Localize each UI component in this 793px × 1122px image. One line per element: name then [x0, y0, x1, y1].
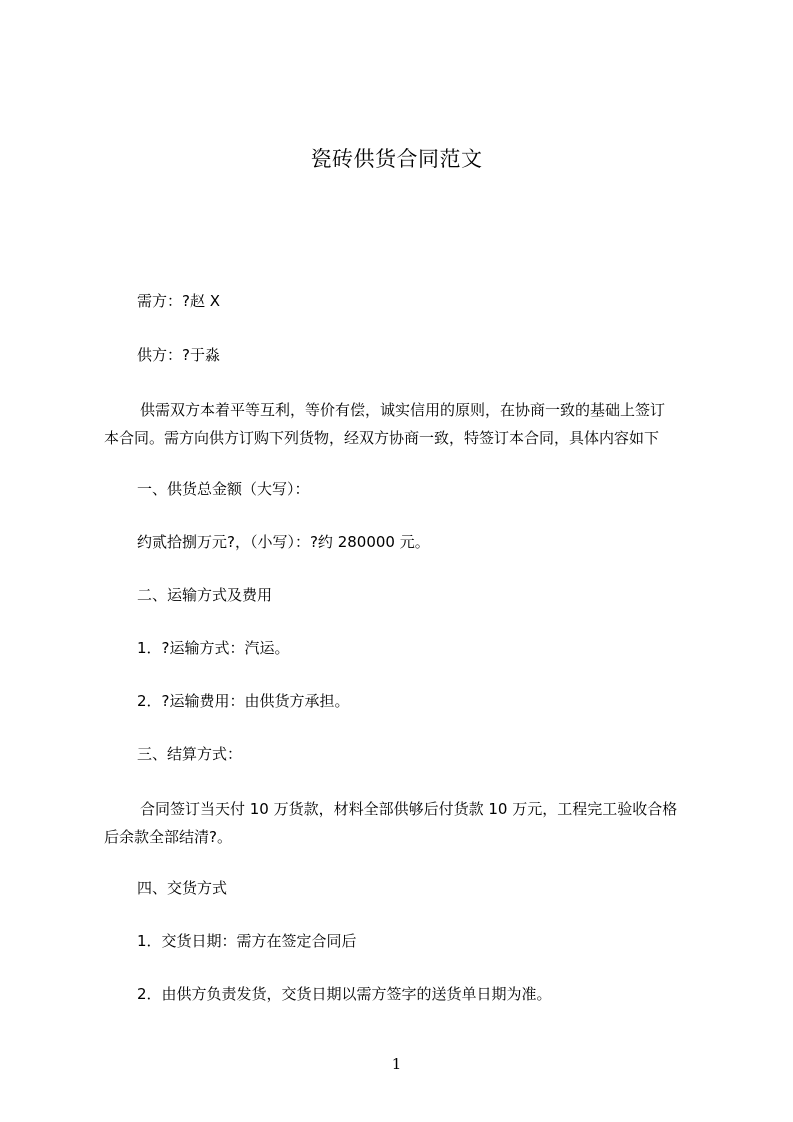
buyer-line: 需方：?赵 X	[137, 292, 221, 310]
section-3-heading: 三、结算方式：	[137, 745, 243, 763]
document-title: 瓷砖供货合同范文	[310, 147, 483, 171]
section-1-amount: 约贰拾捌万元?，（小写）：?约 280000 元。	[137, 533, 430, 551]
section-3-line-1: 合同签订当天付 10 万货款，材料全部供够后付货款 10 万元，工程完工验收合格	[140, 800, 678, 818]
section-2-item-1: 1．?运输方式：汽运。	[137, 639, 290, 657]
section-2-heading: 二、运输方式及费用	[137, 586, 273, 604]
page-number: 1	[391, 1055, 402, 1073]
intro-paragraph	[104, 396, 704, 452]
section-4-heading: 四、交货方式	[137, 879, 228, 897]
section-1-heading: 一、供货总金额（大写）：	[137, 480, 310, 498]
intro-line-2: 本合同。需方向供方订购下列货物，经双方协商一致，特签订本合同，具体内容如下	[104, 429, 660, 447]
section-4-item-1: 1．交货日期：需方在签定合同后	[137, 932, 357, 950]
section-4-item-2: 2．由供方负责发货，交货日期以需方签字的送货单日期为准。	[137, 985, 552, 1003]
supplier-line: 供方：?于淼	[137, 346, 220, 364]
section-3-line-2: 后余款全部结清?。	[104, 828, 232, 846]
intro-line-1: 供需双方本着平等互利，等价有偿，诚实信用的原则，在协商一致的基础上签订	[140, 401, 666, 419]
section-2-item-2: 2．?运输费用：由供货方承担。	[137, 692, 350, 710]
section-3-paragraph	[104, 795, 704, 851]
